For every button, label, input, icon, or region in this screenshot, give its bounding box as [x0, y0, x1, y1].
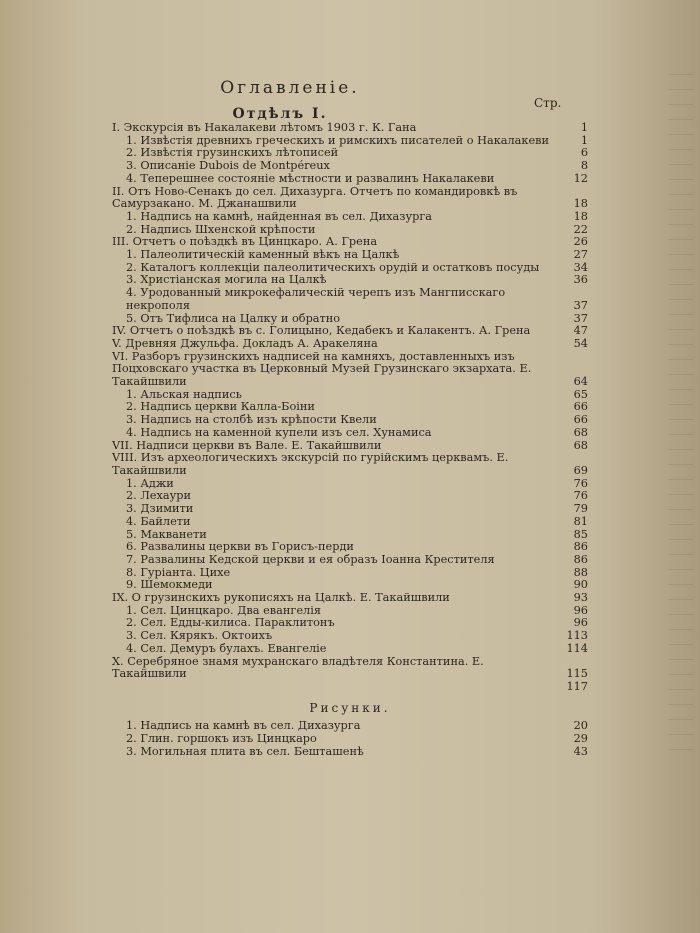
toc-entry-page: 1 [580, 121, 588, 134]
toc-entry-title: 2. Надпись церкви Калла-Боіни [126, 401, 315, 414]
toc-entry [112, 262, 588, 275]
toc-entry-title: 3. Могильная плита въ сел. Бешташенѣ [126, 745, 364, 758]
toc-entry-page: 113 [566, 629, 588, 643]
toc-entry [112, 236, 588, 249]
toc-entry-title: VII. Надписи церкви въ Вале. Е. Такайшвили [112, 439, 382, 452]
toc-entry [112, 122, 588, 135]
toc-entry-page: 65 [573, 387, 588, 401]
toc-entry-page: 68 [573, 425, 588, 439]
toc-entry-page: 115 [566, 667, 588, 681]
toc-entry-page: 114 [566, 641, 588, 655]
toc-entry-title: 3. Надпись на столбѣ изъ крѣпости Квели [126, 414, 377, 427]
toc-entry-title: 4. Байлети [126, 515, 191, 528]
page-title: Оглавленіе. [220, 78, 360, 98]
toc-entry-page: 86 [573, 552, 588, 566]
toc-entry-title: I. Экскурсія въ Накалакеви лѣтомъ 1903 г. К. Гана [112, 122, 417, 134]
figures-list [112, 720, 588, 758]
toc-entry-page: 22 [573, 222, 588, 236]
toc-entry-page: 43 [573, 744, 588, 758]
toc-entry-title: 2. Глин. горшокъ изъ Цинцкаро [126, 733, 317, 746]
toc-entry [112, 173, 588, 186]
toc-entry-page: 86 [573, 540, 588, 554]
toc-entry-page: 64 [573, 375, 588, 389]
toc-entry-page: 68 [573, 438, 588, 452]
toc-entry [112, 325, 588, 338]
toc-entry [112, 490, 588, 503]
toc-entry-page: 85 [573, 527, 588, 541]
toc-entry-title: 1. Альская надпись [126, 388, 242, 401]
toc-entry-title: 1. Надпись на камнѣ, найденная въ сел. Дихазурга [126, 210, 432, 223]
toc-entry-title: 4. Сел. Демуръ булахъ. Евангеліе [126, 642, 327, 655]
toc-entry-title: 1. Палеолитическій каменный вѣкъ на Цалкѣ [126, 249, 400, 262]
toc-entry [112, 351, 588, 389]
toc-entry-page: 69 [573, 463, 588, 477]
toc-entry-page: 26 [573, 235, 588, 249]
toc-entry-page: 37 [573, 298, 588, 312]
toc-entry-title: 3. Сел. Кярякъ. Октоихъ [126, 630, 273, 643]
toc-entry-page: 96 [573, 603, 588, 617]
toc-entry [112, 656, 588, 681]
toc-entry-page: 66 [573, 413, 588, 427]
toc-entry [112, 617, 588, 630]
toc-entry-page: 88 [573, 565, 588, 579]
figures-title: Рисунки. [309, 700, 391, 715]
toc-entry [112, 224, 588, 237]
toc-entry [112, 313, 588, 326]
toc-entry-page: 18 [573, 197, 588, 211]
toc-entry [112, 135, 588, 148]
toc-entry [112, 401, 588, 414]
toc-entry-page: 47 [573, 324, 588, 338]
toc-entry-page: 76 [573, 476, 588, 490]
toc-entry-continuation [112, 681, 588, 694]
toc-entry [112, 592, 588, 605]
toc-entry-title: 1. Извѣстія древнихъ греческихъ и римскихъ писателей о Накалакеви [126, 134, 550, 147]
toc-entry-page: 18 [573, 209, 588, 223]
toc-entry-title: II. Отъ Ново-Сенакъ до сел. Дихазурга. Отчетъ по командировкѣ въ Самурзакано. М. Джанашвили [112, 185, 518, 211]
toc-entry-page: 1 [580, 133, 588, 147]
toc-entry-title: 8. Гуріанта. Цихе [126, 566, 231, 579]
toc-entry-page: 37 [573, 311, 588, 325]
toc-entry-page: 8 [580, 159, 588, 173]
toc-entry [112, 287, 588, 312]
toc-entry [112, 529, 588, 542]
toc-entry [112, 643, 588, 656]
toc-entry-page: 96 [573, 616, 588, 630]
section-title: Отдѣлъ I. [232, 106, 328, 122]
toc-entry-title: 1. Аджи [126, 477, 174, 490]
toc-entry [112, 452, 588, 477]
toc-entry-title: 2. Надпись Шхенской крѣпости [126, 223, 316, 236]
toc-entry-page: 66 [573, 400, 588, 414]
toc-entry [112, 338, 588, 351]
toc-entry-page: 79 [573, 502, 588, 516]
toc-entry-page: 54 [573, 336, 588, 350]
toc-entry-page: 117 [566, 679, 588, 693]
toc-entry-title: 9. Шемокмеди [126, 579, 213, 592]
toc-entry-title: X. Серебряное знамя мухранскаго владѣтеля Константина. Е. Такайшвили [112, 655, 484, 681]
table-of-contents [112, 122, 588, 758]
toc-entry [112, 554, 588, 567]
toc-entry-title: 4. Уродованный микрокефалическій черепъ изъ Мангписскаго некрополя [126, 287, 506, 312]
toc-entry-title: 2. Сел. Едды-килиса. Параклитонъ [126, 617, 335, 630]
figure-entry [112, 720, 588, 733]
toc-entry-page: 20 [573, 719, 588, 733]
toc-entry [112, 478, 588, 491]
toc-entry-title: 4. Надпись на каменной купели изъ сел. Хунамиса [126, 426, 432, 439]
toc-entry-page: 12 [573, 171, 588, 185]
toc-entry-title: 5. Отъ Тифлиса на Цалку и обратно [126, 312, 341, 325]
toc-entry [112, 160, 588, 173]
toc-entry-title: 6. Развалины церкви въ Горисъ-перди [126, 541, 354, 554]
toc-entry-page: 29 [573, 732, 588, 746]
show-through-text [668, 60, 694, 760]
toc-entry [112, 427, 588, 440]
toc-entry-title: 1. Надпись на камнѣ въ сел. Дихазурга [126, 720, 361, 733]
toc-entry [112, 516, 588, 529]
toc-entry-title: IX. О грузинскихъ рукописяхъ на Цалкѣ. Е. Такайшвили [112, 592, 450, 605]
page-column-label: Стр. [534, 96, 562, 110]
toc-entry-page: 34 [573, 260, 588, 274]
toc-entry-page: 90 [573, 578, 588, 592]
toc-entry-title: IV. Отчетъ о поѣздкѣ въ с. Голицыно, Кедабекъ и Калакентъ. А. Грена [112, 325, 531, 338]
toc-entry [112, 503, 588, 516]
toc-entry [112, 389, 588, 402]
toc-entry [112, 274, 588, 287]
toc-entry [112, 567, 588, 580]
toc-entry [112, 186, 588, 211]
toc-entry [112, 605, 588, 618]
toc-entry-title: 2. Каталогъ коллекціи палеолитическихъ орудій и остатковъ посуды [126, 261, 540, 274]
toc-entry [112, 249, 588, 262]
toc-entry [112, 630, 588, 643]
toc-entry [112, 211, 588, 224]
figure-entry [112, 733, 588, 746]
toc-entry-title: III. Отчетъ о поѣздкѣ въ Цинцкаро. А. Грена [112, 236, 378, 249]
toc-entry [112, 541, 588, 554]
toc-entry-page: 76 [573, 489, 588, 503]
toc-entry-title: 5. Макванети [126, 528, 207, 541]
toc-entry [112, 579, 588, 592]
toc-entry-title: 3. Описаніе Dubois de Montpéreux [126, 160, 330, 173]
toc-entry-page: 81 [573, 514, 588, 528]
toc-entry-title: 4. Теперешнее состояніе мѣстности и развалинъ Накалакеви [126, 172, 495, 185]
toc-entry-title: V. Древняя Джульфа. Докладъ А. Аракеляна [112, 337, 378, 350]
toc-entry [112, 414, 588, 427]
toc-entry-page: 36 [573, 273, 588, 287]
toc-entry-title: 3. Дзимити [126, 503, 194, 516]
toc-entry-page: 27 [573, 248, 588, 262]
toc-entry-title: VI. Разборъ грузинскихъ надписей на камняхъ, доставленныхъ изъ Поцховскаго участка въ Церковный Музей Грузинскаго экзархата. Е. Такайшвили [112, 350, 532, 389]
toc-entry-title: 1. Сел. Цинцкаро. Два евангелія [126, 604, 321, 617]
toc-entry-title: 2. Извѣстія грузинскихъ лѣтописей [126, 147, 339, 160]
toc-entries [112, 122, 588, 694]
figure-entry [112, 746, 588, 759]
toc-entry-title: 3. Христіанская могила на Цалкѣ [126, 274, 327, 287]
toc-entry-title: VIII. Изъ археологическихъ экскурсій по гурійскимъ церквамъ. Е. Такайшвили [112, 452, 509, 477]
toc-entry [112, 147, 588, 160]
toc-entry-page: 93 [573, 591, 588, 605]
toc-entry [112, 440, 588, 453]
toc-entry-page: 6 [580, 146, 588, 160]
toc-entry-title: 2. Лехаури [126, 490, 191, 503]
toc-entry-title: 7. Развалины Кедской церкви и ея образъ Іоанна Крестителя [126, 553, 495, 566]
